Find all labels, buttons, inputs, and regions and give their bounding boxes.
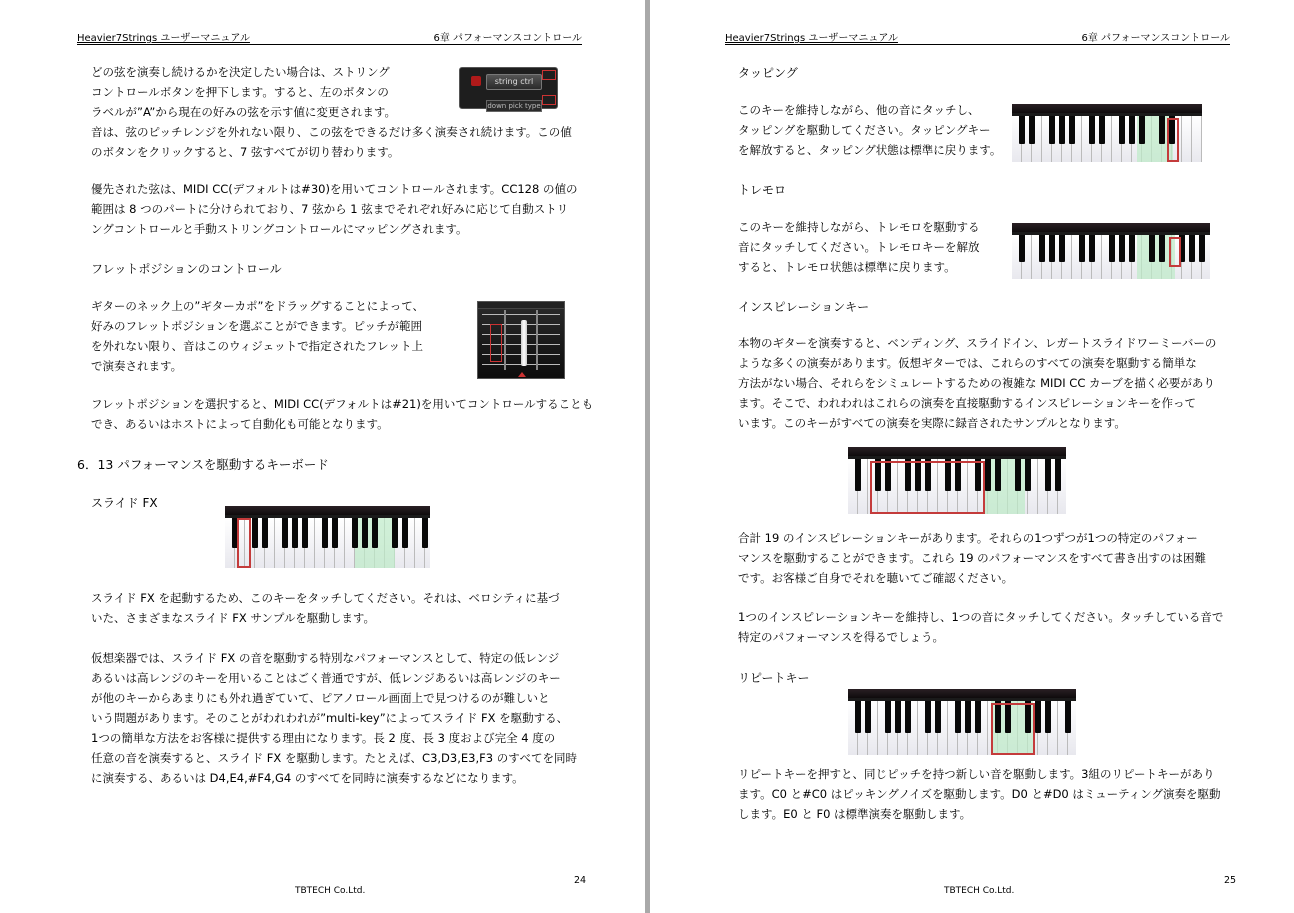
black-key [935, 701, 941, 733]
black-key [1019, 235, 1025, 262]
heading-fret-position: フレットポジションのコントロール [91, 262, 282, 276]
black-key [1019, 116, 1025, 144]
fret-arrow-icon [518, 372, 526, 377]
keyboard-tremolo-image [1012, 223, 1210, 279]
fret-line [504, 310, 506, 370]
black-key [1049, 116, 1055, 144]
paragraph-tapping [738, 100, 1001, 160]
highlight-repeat-keys [991, 703, 1035, 755]
paragraph-slide-fx [91, 588, 560, 628]
manual-page-25 [650, 0, 1294, 913]
text-line: コントロールボタンを押下します。すると、左のボタンの [91, 85, 389, 99]
heading-tremolo: トレモロ [738, 183, 787, 197]
text-line: いう問題があります。そのことがわれわれが”multi-key”によってスライド FX を駆動する、 [91, 711, 569, 725]
header-title: Heavier7Strings ユーザーマニュアル [725, 33, 898, 44]
paragraph-tremolo [738, 217, 980, 277]
guitar-capo-widget-image [477, 301, 565, 379]
text-line: ラベルが”A”から現在の好みの弦を示す値に変更されます。 [91, 105, 396, 119]
black-key [995, 459, 1001, 491]
paragraph-repeat-key [738, 764, 1221, 824]
paragraph-inspiration-3 [738, 607, 1223, 647]
text-line: 音にタッチしてください。トレモロキーを解放 [738, 240, 980, 254]
page-footer: TBTECH Co.Ltd. [295, 886, 366, 896]
text-line: に演奏する、あるいは D4,E4,#F4,G4 のすべてを同時に演奏するなどになります。 [91, 771, 524, 785]
black-key [1159, 116, 1165, 144]
keyboard-tapping-image [1012, 104, 1202, 162]
text-line: 好みのフレットポジションを選ぶことができます。ピッチが範囲 [91, 319, 423, 333]
white-keys [848, 701, 1076, 755]
text-line: です。お客様ご自身でそれを聴いてご確認ください。 [738, 571, 1014, 585]
marker-box [542, 95, 556, 105]
black-key [1129, 116, 1135, 144]
black-key [975, 701, 981, 733]
text-line: で演奏されます。 [91, 359, 183, 373]
black-key [885, 701, 891, 733]
black-key [895, 701, 901, 733]
black-key [1129, 235, 1135, 262]
text-line: どの弦を演奏し続けるかを決定したい場合は、ストリング [91, 65, 390, 79]
paragraph-inspiration-2 [738, 528, 1206, 588]
text-line: 合計 19 のインスピレーションキーがあります。それらの1つずつが1つの特定のパフォー [738, 531, 1198, 545]
keyboard-top-bar [225, 506, 430, 515]
section-heading-6-13: 6．13 パフォーマンスを駆動するキーボード [77, 457, 329, 472]
black-key [1089, 235, 1095, 262]
string-ctrl-widget-image [459, 67, 558, 109]
text-line: マンスを駆動することができます。これら 19 のパフォーマンスをすべて書き出すのは困難 [738, 551, 1207, 565]
black-key [302, 518, 308, 548]
black-key [1035, 701, 1041, 733]
black-key [1079, 235, 1085, 262]
black-key [1065, 701, 1071, 733]
black-key [1059, 235, 1065, 262]
text-line: でき、あるいはホストによって自動化も可能となります。 [91, 417, 389, 431]
black-key [1159, 235, 1165, 262]
text-line: すると、トレモロ状態は標準に戻ります。 [738, 260, 956, 274]
keyboard-repeat-image [848, 689, 1076, 755]
black-key [332, 518, 338, 548]
text-line: ングコントロールと手動ストリングコントロールにマッピングされます。 [91, 222, 468, 236]
black-key [1045, 459, 1051, 491]
page-number: 24 [574, 875, 587, 886]
black-key [1099, 116, 1105, 144]
black-key [1025, 459, 1031, 491]
black-key [1109, 235, 1115, 262]
black-key [362, 518, 368, 548]
text-line: このキーを維持しながら、トレモロを駆動する [738, 220, 980, 234]
keyboard-top-bar [848, 689, 1076, 698]
marker-box [542, 70, 556, 80]
text-line: 優先された弦は、MIDI CC(デフォルトは#30)を用いてコントロールされます。CC128 の値の [91, 182, 578, 196]
highlight-tremolo-key [1169, 237, 1181, 267]
black-key [322, 518, 328, 548]
keyboard-top-bar [1012, 104, 1202, 113]
highlight-slide-key [237, 518, 251, 568]
page-header [77, 30, 582, 45]
string-labels-bar [478, 302, 564, 309]
keyboard-slide-fx-image [225, 506, 430, 568]
heading-inspiration-key: インスピレーションキー [738, 300, 870, 314]
keyboard-top-bar [848, 447, 1066, 456]
black-key [1015, 459, 1021, 491]
heading-tapping: タッピング [738, 66, 798, 80]
text-line: 仮想楽器では、スライド FX の音を駆動する特別なパフォーマンスとして、特定の低レンジ [91, 651, 560, 665]
black-key [262, 518, 268, 548]
text-line: ような多くの演奏があります。仮想ギターでは、これらのすべての演奏を駆動する簡単な [738, 356, 1197, 370]
text-line: が他のキーからあまりにも外れ過ぎていて、ピアノロール画面上で見つけるのが難しいと [91, 691, 550, 705]
heading-repeat-key: リピートキー [738, 671, 810, 685]
text-line: を解放すると、タッピング状態は標準に戻ります。 [738, 143, 1002, 157]
text-line: このキーを維持しながら、他の音にタッチし、 [738, 103, 980, 117]
black-key [855, 701, 861, 733]
black-key [1119, 116, 1125, 144]
text-line: のボタンをクリックすると、7 弦すべてが切り替わります。 [91, 145, 400, 159]
black-key [985, 459, 991, 491]
black-key [905, 701, 911, 733]
black-key [955, 701, 961, 733]
text-line: ギターのネック上の”ギターカポ”をドラッグすることによって、 [91, 299, 424, 313]
page-header [725, 30, 1230, 45]
text-line: 方法がない場合、それらをシミュレートするための複雑な MIDI CC カーブを描く必要があり [738, 376, 1215, 390]
black-key [1119, 235, 1125, 262]
black-key [865, 701, 871, 733]
text-line: タッピングを駆動してください。タッピングキー [738, 123, 991, 137]
black-key [1029, 116, 1035, 144]
text-line: ます。C0 と#C0 はピッキングノイズを駆動します。D0 と#D0 はミューティング演奏を駆動 [738, 787, 1221, 801]
black-key [1059, 116, 1065, 144]
keyboard-top-bar [1012, 223, 1210, 232]
black-key [1189, 235, 1195, 262]
black-key [422, 518, 428, 548]
black-key [1149, 235, 1155, 262]
manual-page-24 [0, 0, 645, 913]
down-pick-type-button[interactable]: down pick type [487, 102, 541, 110]
text-line: 1つのインスピレーションキーを維持し、1つの音にタッチしてください。タッチしている音で [738, 610, 1224, 624]
text-line: ます。そこで、われわれはこれらの演奏を直接駆動するインスピレーションキーを作って [738, 396, 1197, 410]
keyboard-inspiration-image [848, 447, 1066, 514]
paragraph-fret-midi [91, 394, 593, 434]
heading-slide-fx: スライド FX [91, 496, 158, 510]
string-ctrl-button[interactable]: string ctrl [486, 74, 542, 90]
header-title: Heavier7Strings ユーザーマニュアル [77, 33, 250, 44]
string-ctrl-led [471, 76, 481, 86]
black-key [1139, 116, 1145, 144]
text-line: 任意の音を演奏すると、スライド FX を駆動します。たとえば、C3,D3,E3,F3 のすべてを同時 [91, 751, 577, 765]
highlight-inspiration-keys [870, 461, 985, 514]
black-key [402, 518, 408, 548]
black-key [252, 518, 258, 548]
black-key [352, 518, 358, 548]
paragraph-fret-position [91, 296, 424, 376]
paragraph-inspiration-1 [738, 333, 1216, 433]
black-key [372, 518, 378, 548]
text-line: フレットポジションを選択すると、MIDI CC(デフォルトは#21)を用いてコントロールすることも [91, 397, 594, 411]
black-key [282, 518, 288, 548]
text-line: 本物のギターを演奏すると、ベンディング、スライドイン、レガートスライドワーミーバーの [738, 336, 1217, 350]
black-key [1089, 116, 1095, 144]
text-line: います。このキーがすべての演奏を実際に録音されたサンプルとなります。 [738, 416, 1126, 430]
black-key [392, 518, 398, 548]
black-key [965, 701, 971, 733]
page-number: 25 [1224, 875, 1237, 886]
black-key [925, 701, 931, 733]
black-key [1055, 459, 1061, 491]
black-key [1039, 235, 1045, 262]
capo-handle[interactable] [521, 320, 527, 366]
black-key [855, 459, 861, 491]
text-line: します。E0 と F0 は標準演奏を駆動します。 [738, 807, 972, 821]
marker-box [490, 324, 502, 362]
text-line: 1つの簡単な方法をお客様に提供する理由になります。長 2 度、長 3 度および完全 4 度の [91, 731, 556, 745]
guitar-string [482, 314, 560, 315]
fret-line [536, 310, 538, 370]
paragraph-multi-key [91, 648, 577, 788]
text-line: あるいは高レンジのキーを用いることはごく普通ですが、低レンジあるいは高レンジのキー [91, 671, 561, 685]
header-chapter: 6章 パフォーマンスコントロール [433, 33, 582, 44]
text-line: 音は、弦のピッチレンジを外れない限り、この弦をできるだけ多く演奏され続けます。この値 [91, 125, 572, 139]
black-key [1045, 701, 1051, 733]
text-line: を外れない限り、音はこのウィジェットで指定されたフレット上 [91, 339, 424, 353]
header-chapter: 6章 パフォーマンスコントロール [1081, 33, 1230, 44]
text-line: 特定のパフォーマンスを得るでしょう。 [738, 630, 944, 644]
black-key [292, 518, 298, 548]
highlight-tapping-key [1167, 118, 1179, 162]
text-line: スライド FX を起動するため、このキーをタッチしてください。それは、ベロシティに基づ [91, 591, 560, 605]
black-key [1199, 235, 1205, 262]
page-footer: TBTECH Co.Ltd. [944, 886, 1015, 896]
black-key [1069, 116, 1075, 144]
black-key [1049, 235, 1055, 262]
paragraph-preferred-string [91, 179, 577, 239]
text-line: 範囲は 8 つのパートに分けられており、7 弦から 1 弦までそれぞれ好みに応じて自動ストリ [91, 202, 569, 216]
text-line: リピートキーを押すと、同じピッチを持つ新しい音を駆動します。3組のリピートキーがあり [738, 767, 1215, 781]
text-line: いた、さまざまなスライド FX サンプルを駆動します。 [91, 611, 376, 625]
